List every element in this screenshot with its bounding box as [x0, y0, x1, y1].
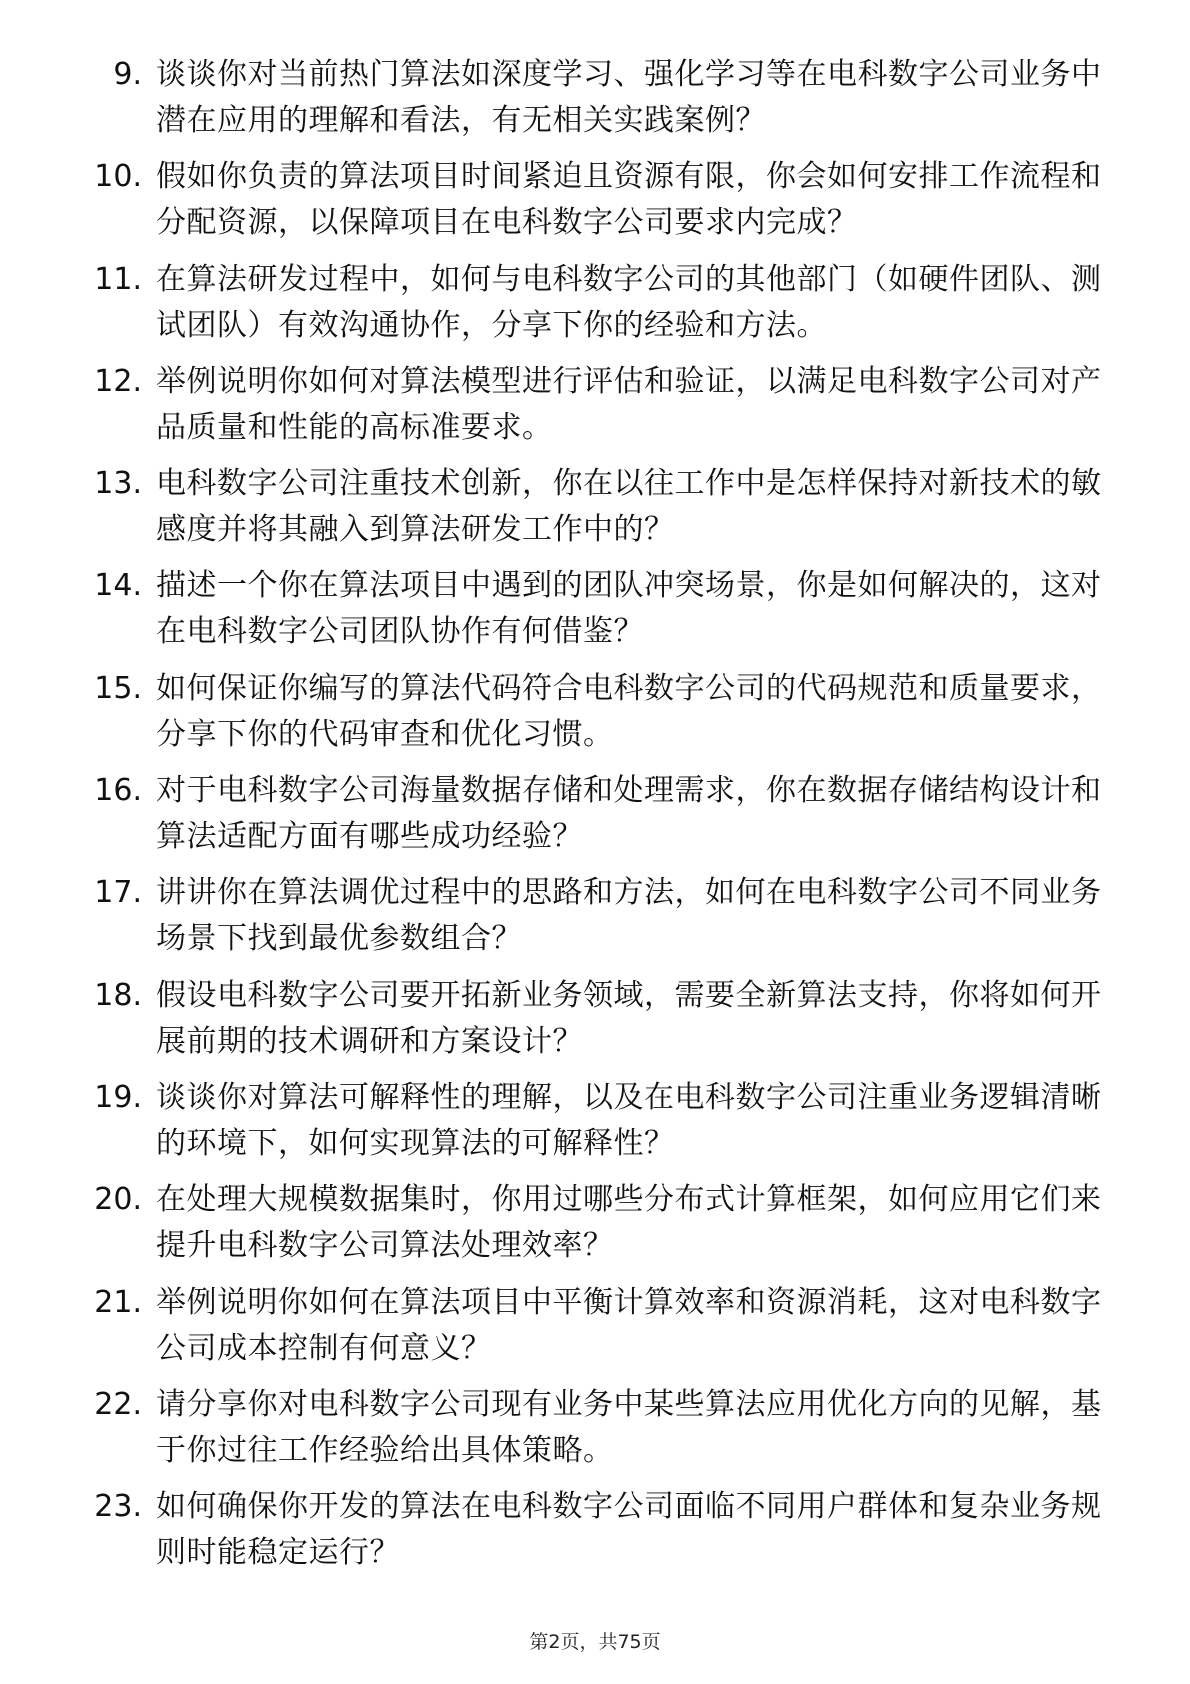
question-text: 电科数字公司注重技术创新，你在以往工作中是怎样保持对新技术的敏感度并将其融入到算法研发工作中的？: [156, 466, 1102, 548]
question-number: 9.: [113, 57, 142, 92]
question-number: 22.: [94, 1386, 142, 1422]
question-text: 谈谈你对算法可解释性的理解，以及在电科数字公司注重业务逻辑清晰的环境下，如何实现算法的可解释性？: [156, 1079, 1102, 1161]
question-number: 14.: [94, 568, 142, 604]
question-number: 16.: [94, 773, 142, 809]
question-number: 21.: [94, 1284, 142, 1320]
question-text: 举例说明你如何在算法项目中平衡计算效率和资源消耗，这对电科数字公司成本控制有何意义？: [156, 1284, 1102, 1366]
question-item: [0, 359, 1190, 461]
question-text: 在算法研发过程中，如何与电科数字公司的其他部门（如硬件团队、测试团队）有效沟通协作，分享下你的经验和方法。: [156, 261, 1102, 343]
question-text: 对于电科数字公司海量数据存储和处理需求，你在数据存储结构设计和算法适配方面有哪些成功经验？: [156, 773, 1102, 855]
question-number: 20.: [94, 1182, 142, 1218]
question-item: [0, 1280, 1190, 1382]
question-text: 描述一个你在算法项目中遇到的团队冲突场景，你是如何解决的，这对在电科数字公司团队协作有何借鉴？: [156, 568, 1102, 650]
question-number: 23.: [94, 1489, 142, 1525]
question-number: 18.: [94, 977, 142, 1013]
question-number: 10.: [94, 159, 142, 195]
question-item: [0, 1484, 1190, 1586]
question-item: [0, 870, 1190, 972]
question-text: 假设电科数字公司要开拓新业务领域，需要全新算法支持，你将如何开展前期的技术调研和方案设计？: [156, 977, 1102, 1059]
question-item: [0, 1382, 1190, 1484]
question-text: 如何保证你编写的算法代码符合电科数字公司的代码规范和质量要求，分享下你的代码审查和优化习惯。: [156, 670, 1102, 752]
question-number: 19.: [94, 1079, 142, 1115]
question-text: 假如你负责的算法项目时间紧迫且资源有限，你会如何安排工作流程和分配资源，以保障项目在电科数字公司要求内完成？: [156, 159, 1102, 241]
page-number-label: 第2页，共75页: [529, 1631, 661, 1653]
question-text: 如何确保你开发的算法在电科数字公司面临不同用户群体和复杂业务规则时能稳定运行？: [156, 1489, 1102, 1571]
question-item: [0, 973, 1190, 1075]
question-item: [0, 1177, 1190, 1279]
question-item: [0, 1075, 1190, 1177]
page-footer: [0, 1627, 1190, 1654]
question-number: 15.: [94, 670, 142, 706]
question-text: 举例说明你如何对算法模型进行评估和验证，以满足电科数字公司对产品质量和性能的高标准要求。: [156, 363, 1102, 445]
question-text: 在处理大规模数据集时，你用过哪些分布式计算框架，如何应用它们来提升电科数字公司算法处理效率？: [156, 1182, 1102, 1264]
question-item: [0, 461, 1190, 563]
question-item: [0, 666, 1190, 768]
question-item: [0, 768, 1190, 870]
question-text: 请分享你对电科数字公司现有业务中某些算法应用优化方向的见解，基于你过往工作经验给出具体策略。: [156, 1386, 1102, 1468]
question-number: 11.: [94, 261, 142, 297]
question-item: [0, 154, 1190, 256]
question-number: 12.: [94, 363, 142, 399]
question-list: [0, 52, 1190, 1586]
question-item: [0, 563, 1190, 665]
question-text: 讲讲你在算法调优过程中的思路和方法，如何在电科数字公司不同业务场景下找到最优参数组合？: [156, 875, 1102, 957]
question-number: 13.: [94, 466, 142, 502]
question-text: 谈谈你对当前热门算法如深度学习、强化学习等在电科数字公司业务中潜在应用的理解和看法，有无相关实践案例？: [156, 57, 1102, 138]
question-item: [0, 52, 1190, 154]
question-number: 17.: [94, 875, 142, 911]
question-item: [0, 257, 1190, 359]
